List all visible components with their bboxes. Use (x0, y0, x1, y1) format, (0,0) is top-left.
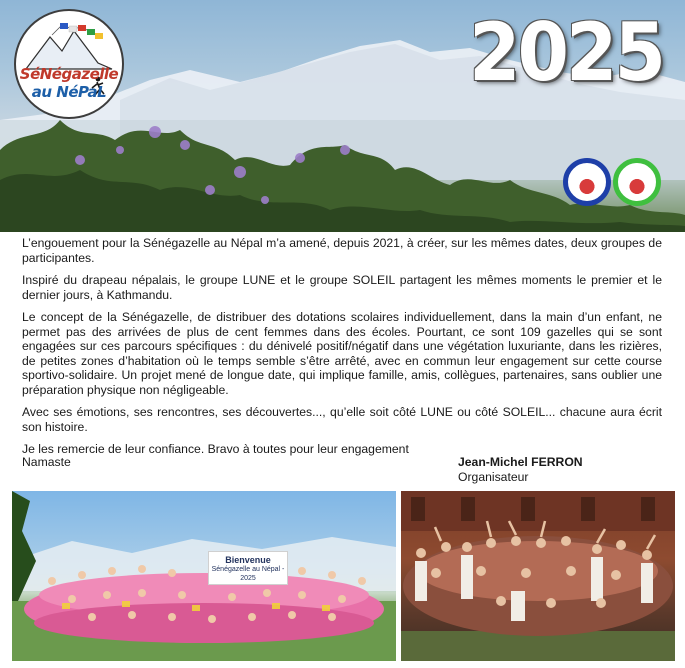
paragraph-5: Je les remercie de leur confiance. Bravo à toutes pour leur engagement (22, 442, 409, 456)
lune-emblem-icon (572, 167, 602, 197)
welcome-banner-subtitle: Sénégazelle au Népal - 2025 (211, 566, 285, 582)
logo-text-au-nepal: au NéPaL (31, 83, 107, 101)
soleil-emblem-icon (622, 167, 652, 197)
paragraph-2: Inspiré du drapeau népalais, le groupe LUNE et le groupe SOLEIL partagent les mêmes moments le premier et le dernier jours, à Kathmandu. (22, 273, 662, 302)
group-photo-outdoor (12, 491, 396, 661)
closing-namaste: Namaste (22, 455, 71, 469)
year-title: 2025 (469, 6, 663, 100)
mountain-prayer-flags-icon (16, 11, 122, 117)
group-photo-courtyard (401, 491, 675, 661)
signature-role: Organisateur (458, 469, 529, 484)
welcome-banner (208, 551, 288, 585)
signature-name: Jean-Michel FERRON (458, 455, 583, 469)
editorial-text (22, 236, 662, 465)
header-banner (0, 0, 685, 232)
logo-text-senegazelle: SéNégazelle (19, 65, 119, 83)
paragraph-1: L’engouement pour la Sénégazelle au Népal m’a amené, depuis 2021, à créer, sur les mêmes dates, deux groupes de participantes. (22, 236, 662, 265)
paragraph-3: Le concept de la Sénégazelle, de distribuer des dotations scolaires individuellement, dans la main d’un enfant, ne permet pas des arrivées de plus de cent femmes dans des écoles. Pourtant, ce sont 109 gazelles qui se sont engagées sur ces parcours spécifiques : du dénivelé positif/négatif dans une végétation luxuriante, dans les rizières, de petites zones d’habitation où le temps semble s’être arrêté, avec en commun leur engagement sur cette course sportivo-solidaire. Un projet mené de longue date, qui implique famille, amis, collègues, partenaires, sans oublier une préparation physique non négligeable. (22, 310, 662, 397)
lune-badge (563, 158, 611, 206)
welcome-banner-title: Bienvenue (225, 555, 271, 565)
celebration-group-illustration (401, 491, 675, 661)
paragraph-4: Avec ses émotions, ses rencontres, ses découvertes..., qu’elle soit côté LUNE ou côté SOLEIL... chacune aura écrit son histoire. (22, 405, 662, 434)
runners-group-illustration (12, 491, 396, 661)
signature-block (458, 455, 583, 484)
signature-row (22, 455, 662, 485)
senegazelle-logo (14, 9, 124, 119)
soleil-badge (613, 158, 661, 206)
